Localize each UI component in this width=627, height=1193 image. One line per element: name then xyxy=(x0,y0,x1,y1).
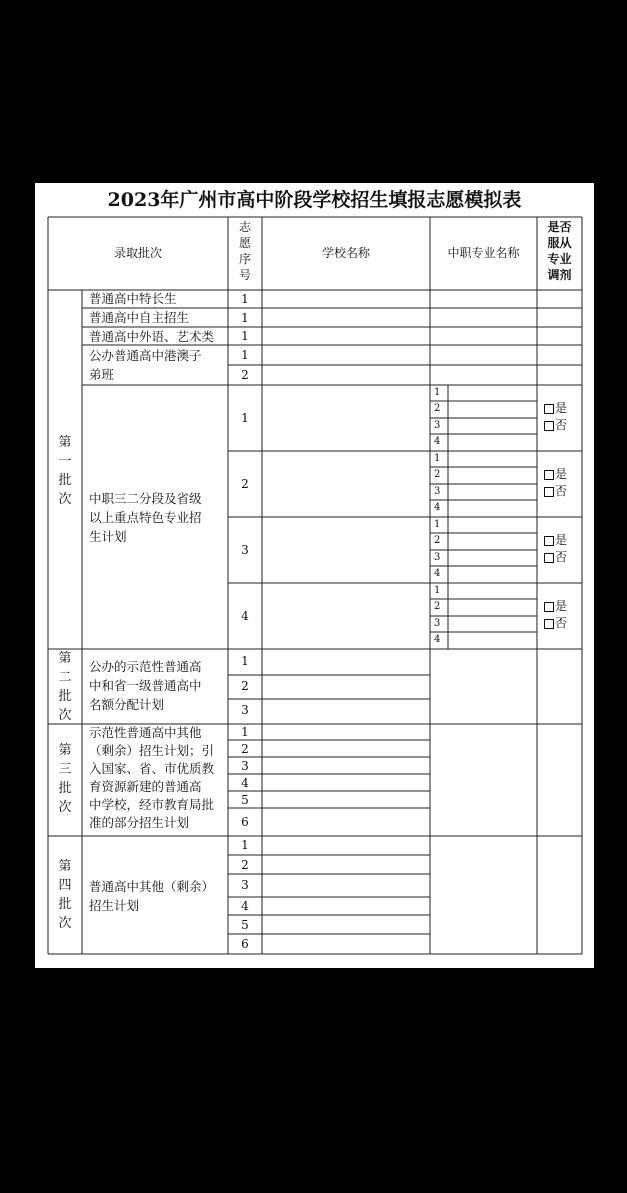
order-number: 5 xyxy=(241,918,249,932)
batch-char: 二 xyxy=(58,670,72,685)
checkbox-icon[interactable] xyxy=(544,470,554,480)
order-number: 1 xyxy=(241,329,249,343)
order-number: 6 xyxy=(241,937,249,951)
order-number: 2 xyxy=(241,679,249,693)
batch-char: 一 xyxy=(58,454,72,469)
header-order-char: 序 xyxy=(238,252,251,266)
plan-line: 生计划 xyxy=(89,529,127,544)
plan-specialty: 普通高中特长生 xyxy=(89,291,177,306)
header-adjust-line: 专业 xyxy=(547,252,572,266)
adjust-choice xyxy=(544,400,567,434)
plan-quota-allocation xyxy=(89,657,202,714)
checkbox-icon[interactable] xyxy=(544,602,554,612)
adjust-no-option[interactable] xyxy=(544,615,567,632)
batch-3-label xyxy=(54,741,76,817)
major-number: 2 xyxy=(434,601,441,612)
adjust-choice xyxy=(544,466,567,500)
header-school: 学校名称 xyxy=(321,246,370,260)
plan-line: （剩余）招生计划；引 xyxy=(89,743,215,758)
header-adjust xyxy=(537,219,582,283)
header-batch: 录取批次 xyxy=(113,246,162,260)
adjust-no-label: 否 xyxy=(555,418,568,432)
adjust-yes-option[interactable] xyxy=(544,598,567,615)
plan-language-art: 普通高中外语、艺术类 xyxy=(89,329,215,344)
batch-2-label xyxy=(54,649,76,725)
order-number: 5 xyxy=(241,793,249,807)
plan-line: 招生计划 xyxy=(89,898,140,913)
batch-1-label xyxy=(54,433,76,509)
plan-line: 中学校，经市教育局批 xyxy=(89,797,215,812)
major-number: 3 xyxy=(434,618,441,629)
order-number: 1 xyxy=(241,654,249,668)
plan-line: 公办的示范性普通高 xyxy=(89,659,202,674)
order-number: 2 xyxy=(241,858,249,872)
checkbox-icon[interactable] xyxy=(544,553,554,563)
major-number: 4 xyxy=(434,502,441,513)
plan-independent: 普通高中自主招生 xyxy=(89,310,190,325)
order-number: 2 xyxy=(241,368,249,382)
plan-line: 示范性普通高中其他 xyxy=(89,725,202,740)
order-number: 1 xyxy=(241,311,249,325)
plan-hk-macau-line1: 公办普通高中港澳子 xyxy=(89,348,202,363)
checkbox-icon[interactable] xyxy=(544,536,554,546)
order-number: 4 xyxy=(241,609,249,623)
order-number: 1 xyxy=(241,725,249,739)
page-title: 2023年广州市高中阶段学校招生填报志愿模拟表 xyxy=(107,189,522,211)
batch-char: 三 xyxy=(58,762,72,777)
header-major: 中职专业名称 xyxy=(447,246,520,260)
adjust-no-label: 否 xyxy=(555,484,568,498)
order-number: 1 xyxy=(241,348,249,362)
order-number: 1 xyxy=(241,292,249,306)
application-form xyxy=(35,183,594,968)
header-order-char: 愿 xyxy=(238,236,251,250)
plan-line: 名额分配计划 xyxy=(89,697,165,712)
plan-line: 育资源新建的普通高 xyxy=(89,779,202,794)
adjust-no-option[interactable] xyxy=(544,417,567,434)
major-number: 3 xyxy=(434,486,441,497)
major-number: 3 xyxy=(434,420,441,431)
batch-char: 次 xyxy=(58,800,72,815)
order-number: 3 xyxy=(241,543,249,557)
plan-line: 中职三二分段及省级 xyxy=(89,491,202,506)
major-number: 1 xyxy=(434,387,441,398)
header-adjust-line: 服从 xyxy=(547,236,572,250)
batch-char: 批 xyxy=(58,897,72,912)
plan-general-remaining xyxy=(89,877,214,915)
order-number: 3 xyxy=(241,759,249,773)
major-number: 3 xyxy=(434,552,441,563)
batch-char: 第 xyxy=(58,435,72,450)
order-number: 1 xyxy=(241,411,249,425)
major-number: 1 xyxy=(434,585,441,596)
order-number: 2 xyxy=(241,742,249,756)
adjust-yes-option[interactable] xyxy=(544,400,567,417)
plan-vocational xyxy=(89,489,202,546)
order-number: 6 xyxy=(241,815,249,829)
adjust-yes-label: 是 xyxy=(555,467,568,481)
plan-line: 普通高中其他（剩余） xyxy=(89,879,215,894)
adjust-yes-label: 是 xyxy=(555,401,568,415)
order-number: 4 xyxy=(241,899,249,913)
adjust-yes-label: 是 xyxy=(555,533,568,547)
adjust-yes-option[interactable] xyxy=(544,532,567,549)
header-order-char: 志 xyxy=(238,220,251,234)
major-number: 1 xyxy=(434,519,441,530)
batch-char: 次 xyxy=(58,492,72,507)
batch-char: 批 xyxy=(58,689,72,704)
plan-hk-macau-line2: 弟班 xyxy=(89,367,115,382)
adjust-no-label: 否 xyxy=(555,616,568,630)
order-number: 1 xyxy=(241,838,249,852)
plan-line: 中和省一级普通高中 xyxy=(89,678,202,693)
plan-model-remaining xyxy=(89,724,214,832)
checkbox-icon[interactable] xyxy=(544,619,554,629)
batch-char: 次 xyxy=(58,916,72,931)
batch-char: 批 xyxy=(58,781,72,796)
batch-char: 第 xyxy=(58,859,72,874)
batch-char: 批 xyxy=(58,473,72,488)
major-number: 4 xyxy=(434,436,441,447)
major-number: 2 xyxy=(434,403,441,414)
adjust-no-label: 否 xyxy=(555,550,568,564)
adjust-choice xyxy=(544,598,567,632)
batch-char: 第 xyxy=(58,743,72,758)
checkbox-icon[interactable] xyxy=(544,421,554,431)
order-number: 3 xyxy=(241,878,249,892)
order-number: 3 xyxy=(241,703,249,717)
adjust-choice xyxy=(544,532,567,566)
plan-line: 入国家、省、市优质教 xyxy=(89,761,215,776)
checkbox-icon[interactable] xyxy=(544,487,554,497)
adjust-no-option[interactable] xyxy=(544,549,567,566)
header-adjust-line: 调剂 xyxy=(547,268,572,282)
major-number: 4 xyxy=(434,568,441,579)
order-number: 4 xyxy=(241,776,249,790)
major-number: 2 xyxy=(434,469,441,480)
adjust-yes-label: 是 xyxy=(555,599,568,613)
adjust-yes-option[interactable] xyxy=(544,466,567,483)
major-number: 1 xyxy=(434,453,441,464)
major-number: 2 xyxy=(434,535,441,546)
adjust-no-option[interactable] xyxy=(544,483,567,500)
batch-char: 第 xyxy=(58,651,72,666)
checkbox-icon[interactable] xyxy=(544,404,554,414)
header-order xyxy=(228,219,262,283)
batch-4-label xyxy=(54,857,76,933)
batch-char: 四 xyxy=(58,878,72,893)
plan-line: 准的部分招生计划 xyxy=(89,815,190,830)
header-order-char: 号 xyxy=(238,268,251,282)
order-number: 2 xyxy=(241,477,249,491)
plan-line: 以上重点特色专业招 xyxy=(89,510,202,525)
batch-char: 次 xyxy=(58,708,72,723)
major-number: 4 xyxy=(434,634,441,645)
header-adjust-line: 是否 xyxy=(547,220,572,234)
